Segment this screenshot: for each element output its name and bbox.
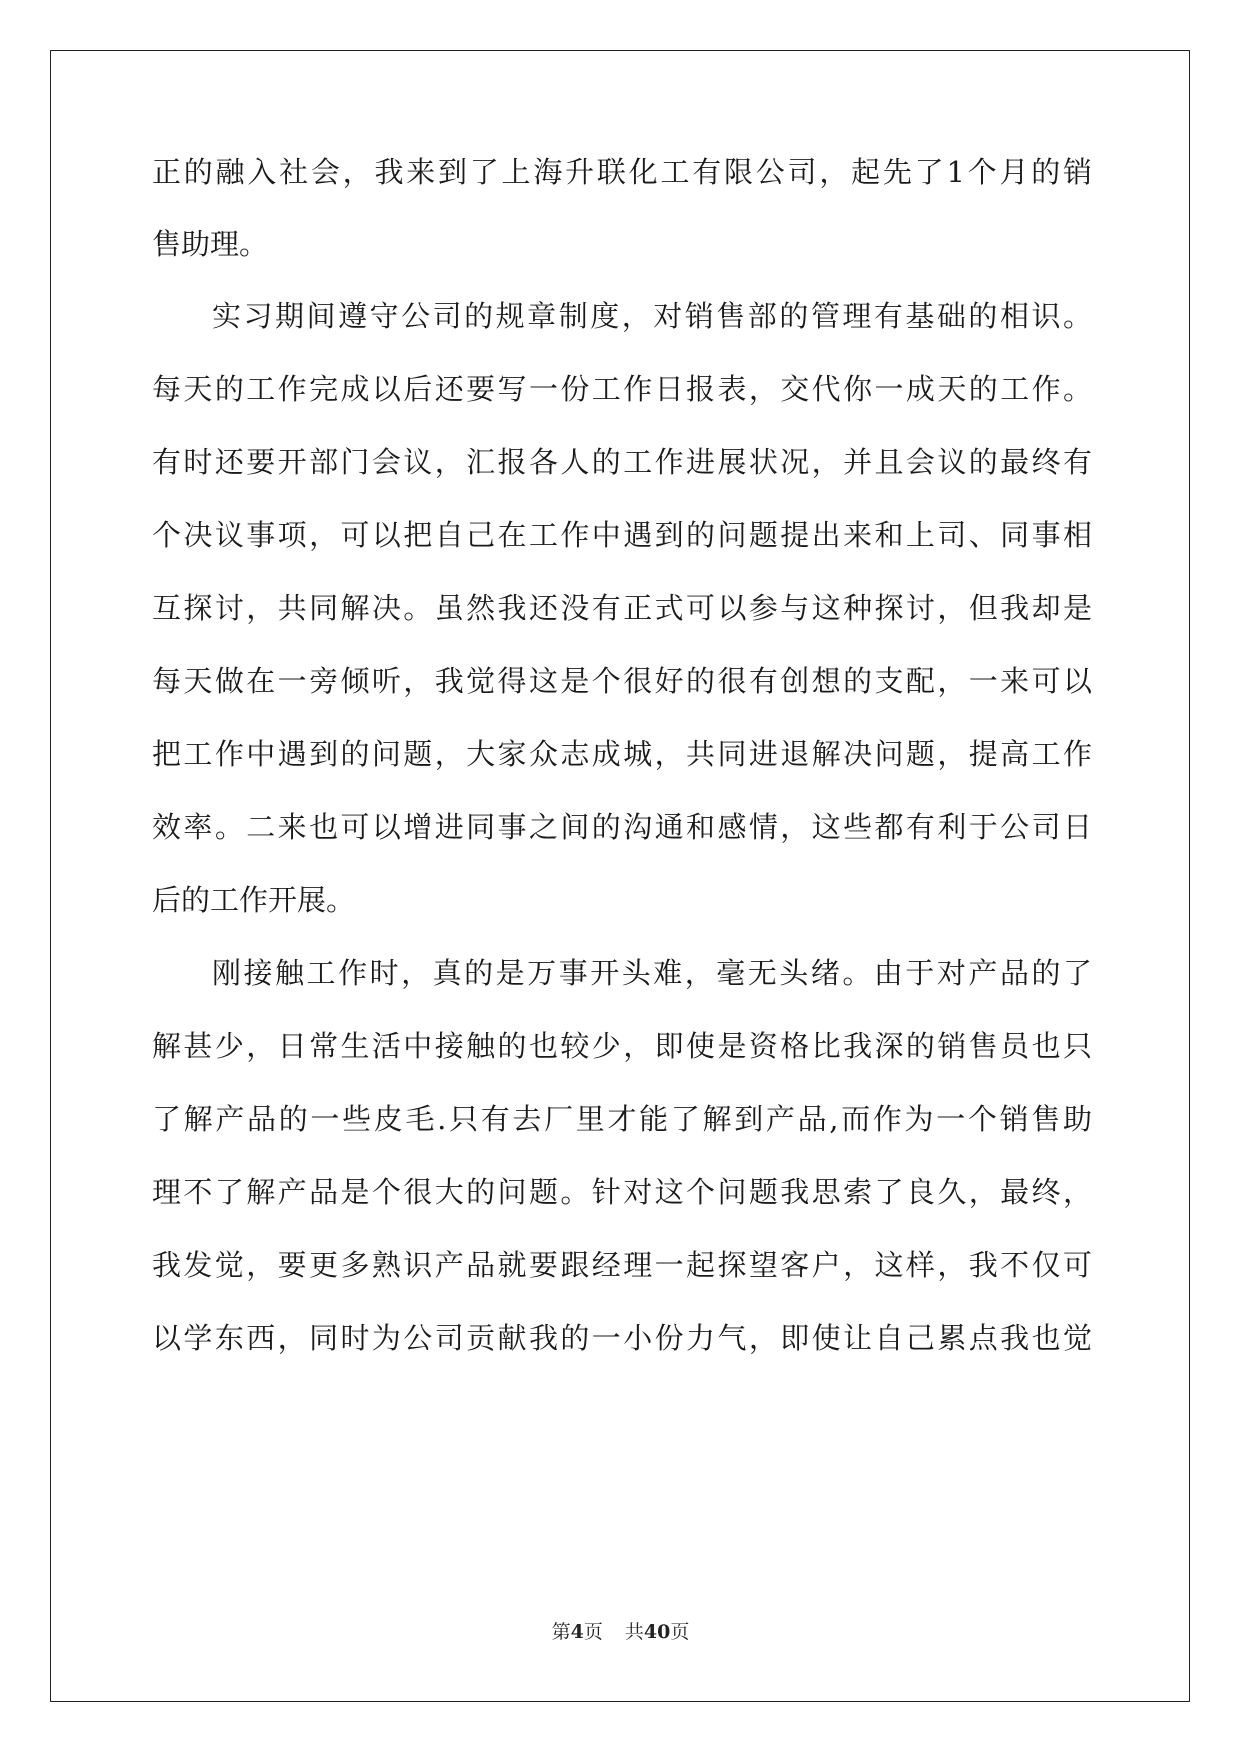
page-suffix: 页 xyxy=(583,1621,603,1643)
text-line: 刚接触工作时，真的是万事开头难，毫无头绪。由于对产品的了 xyxy=(212,956,1092,990)
text-line: 理不了解产品是个很大的问题。针对这个问题我思索了良久，最终， xyxy=(152,1175,1092,1209)
text-line: 个决议事项，可以把自己在工作中遇到的问题提出来和上司、同事相 xyxy=(152,518,1092,552)
total-suffix: 页 xyxy=(670,1621,690,1643)
page-number: 4 xyxy=(570,1621,584,1643)
text-line: 我发觉，要更多熟识产品就要跟经理一起探望客户，这样，我不仅可 xyxy=(152,1248,1092,1282)
text-line: 效率。二来也可以增进同事之间的沟通和感情，这些都有利于公司日 xyxy=(152,810,1092,844)
text-line: 互探讨，共同解决。虽然我还没有正式可以参与这种探讨，但我却是 xyxy=(152,591,1092,625)
text-line: 每天的工作完成以后还要写一份工作日报表，交代你一成天的工作。 xyxy=(152,372,1092,406)
text-line: 售助理。 xyxy=(152,227,269,261)
text-line: 有时还要开部门会议，汇报各人的工作进展状况，并且会议的最终有 xyxy=(152,445,1092,479)
total-pages: 40 xyxy=(643,1621,671,1643)
text-line: 把工作中遇到的问题，大家众志成城，共同进退解决问题，提高工作 xyxy=(152,737,1092,771)
text-line: 以学东西，同时为公司贡献我的一小份力气，即使让自己累点我也觉 xyxy=(152,1321,1092,1355)
page-prefix: 第 xyxy=(551,1621,571,1643)
text-line: 解甚少，日常生活中接触的也较少，即使是资格比我深的销售员也只 xyxy=(152,1029,1092,1063)
total-prefix: 共 xyxy=(624,1621,644,1643)
text-line: 正的融入社会，我来到了上海升联化工有限公司，起先了1个月的销 xyxy=(152,155,1092,189)
text-line: 了解产品的一些皮毛.只有去厂里才能了解到产品,而作为一个销售助 xyxy=(152,1102,1092,1136)
text-line: 实习期间遵守公司的规章制度，对销售部的管理有基础的相识。 xyxy=(212,299,1092,333)
text-line: 后的工作开展。 xyxy=(152,883,356,917)
page-footer xyxy=(0,1620,1241,1644)
text-line: 每天做在一旁倾听，我觉得这是个很好的很有创想的支配，一来可以 xyxy=(152,664,1092,698)
